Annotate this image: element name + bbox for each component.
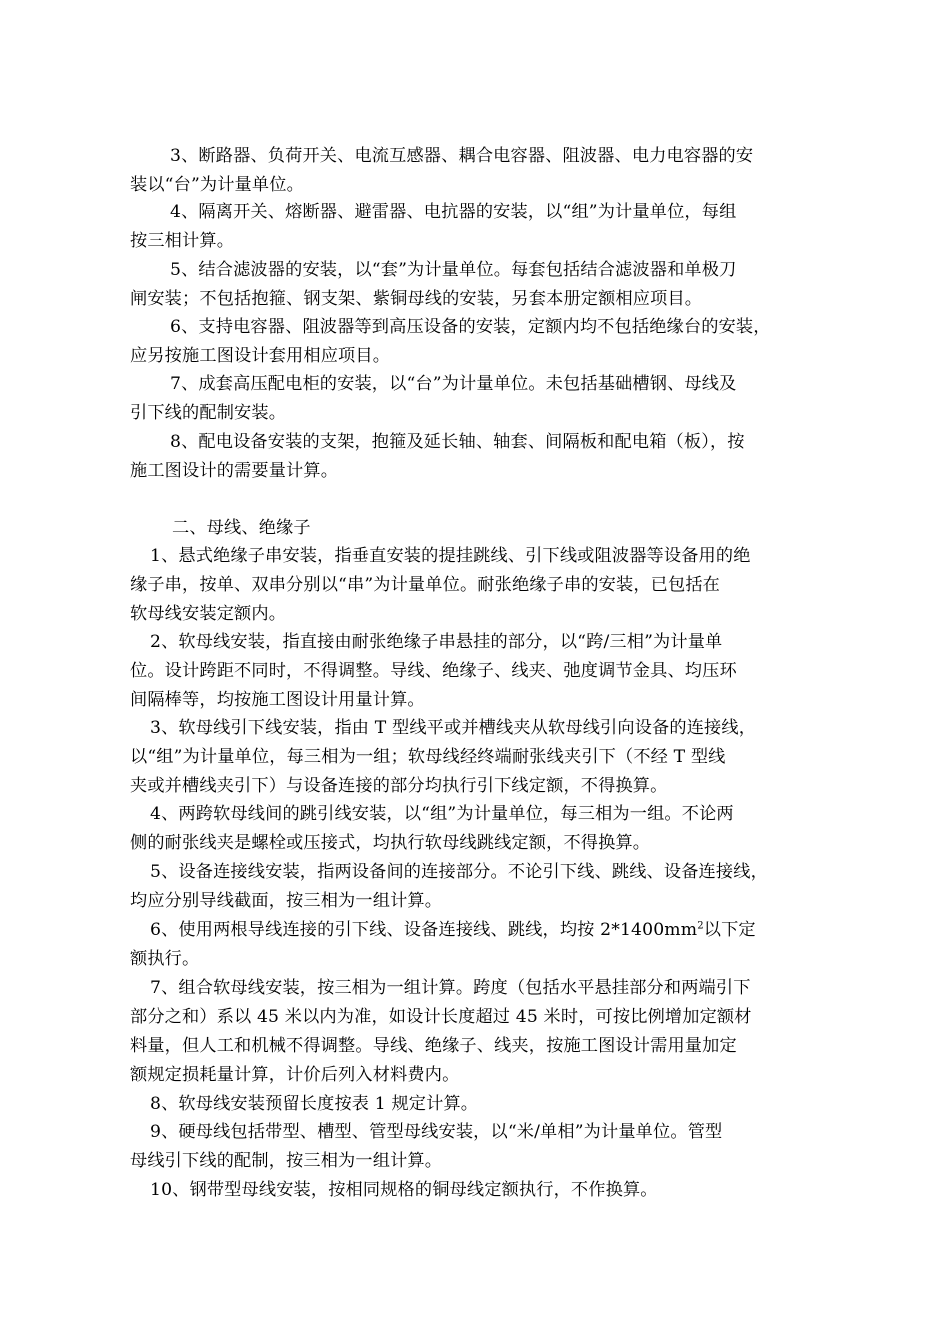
paragraph-3-line-2: 装以“台”为计量单位。 — [130, 175, 304, 195]
item-9-line-2: 母线引下线的配制，按三相为一组计算。 — [130, 1151, 443, 1171]
item-1-line-2: 缘子串，按单、双串分别以“串”为计量单位。耐张绝缘子串的安装，已包括在 — [130, 575, 721, 595]
item-4-line-2: 侧的耐张线夹是螺栓或压接式，均执行软母线跳线定额，不得换算。 — [130, 833, 651, 853]
item-5-line-2: 均应分别导线截面，按三相为一组计算。 — [130, 891, 443, 911]
item-6-line-1-text: 6、使用两根导线连接的引下线、设备连接线、跳线，均按 2*1400mm — [150, 920, 698, 940]
item-2-line-1: 2、软母线安装，指直接由耐张绝缘子串悬挂的部分，以“跨/三相”为计量单 — [150, 632, 723, 652]
paragraph-3-line-1: 3、断路器、负荷开关、电流互感器、耦合电容器、阻波器、电力电容器的安 — [170, 146, 754, 166]
item-6-line-2: 额执行。 — [130, 949, 200, 969]
paragraph-4-line-2: 按三相计算。 — [130, 231, 235, 251]
paragraph-7-line-1: 7、成套高压配电柜的安装，以“台”为计量单位。未包括基础槽钢、母线及 — [170, 374, 737, 394]
item-9-line-1: 9、硬母线包括带型、槽型、管型母线安装，以“米/单相”为计量单位。管型 — [150, 1122, 723, 1142]
item-3-line-1: 3、软母线引下线安装，指由 T 型线平或并槽线夹从软母线引向设备的连接线， — [150, 718, 757, 738]
item-8-line-1: 8、软母线安装预留长度按表 1 规定计算。 — [150, 1094, 479, 1114]
item-6-line-1 — [150, 916, 756, 945]
paragraph-8-line-2: 施工图设计的需要量计算。 — [130, 461, 339, 481]
paragraph-7-line-2: 引下线的配制安装。 — [130, 403, 287, 423]
paragraph-5-line-1: 5、结合滤波器的安装，以“套”为计量单位。每套包括结合滤波器和单极刀 — [170, 260, 737, 280]
item-3-line-3: 夹或并槽线夹引下）与设备连接的部分均执行引下线定额，不得换算。 — [130, 776, 668, 796]
item-1-line-3: 软母线安装定额内。 — [130, 604, 287, 624]
item-6-line-1-tail: 以下定 — [703, 920, 756, 940]
paragraph-6-line-1: 6、支持电容器、阻波器等到高压设备的安装，定额内均不包括绝缘台的安装， — [170, 317, 771, 337]
item-7-line-2: 部分之和）系以 45 米以内为准，如设计长度超过 45 米时，可按比例增加定额材 — [130, 1007, 752, 1027]
section-heading: 二、母线、绝缘子 — [172, 518, 311, 538]
superscript-2: 2 — [697, 920, 704, 932]
item-7-line-3: 料量，但人工和机械不得调整。导线、绝缘子、线夹，按施工图设计需用量加定 — [130, 1036, 737, 1056]
item-1-line-1: 1、悬式绝缘子串安装，指垂直安装的提挂跳线、引下线或阻波器等设备用的绝 — [150, 546, 751, 566]
paragraph-4-line-1: 4、隔离开关、熔断器、避雷器、电抗器的安装，以“组”为计量单位，每组 — [170, 202, 737, 222]
item-5-line-1: 5、设备连接线安装，指两设备间的连接部分。不论引下线、跳线、设备连接线， — [150, 862, 768, 882]
item-7-line-1: 7、组合软母线安装，按三相为一组计算。跨度（包括水平悬挂部分和两端引下 — [150, 978, 751, 998]
item-3-line-2: 以“组”为计量单位，每三相为一组；软母线经终端耐张线夹引下（不经 T 型线 — [130, 747, 726, 767]
item-7-line-4: 额规定损耗量计算，计价后列入材料费内。 — [130, 1065, 460, 1085]
item-2-line-2: 位。设计跨距不同时，不得调整。导线、绝缘子、线夹、弛度调节金具、均压环 — [130, 661, 737, 681]
item-10-line-1: 10、钢带型母线安装，按相同规格的铜母线定额执行，不作换算。 — [150, 1180, 658, 1200]
paragraph-5-line-2: 闸安装；不包括抱箍、钢支架、紫铜母线的安装，另套本册定额相应项目。 — [130, 289, 703, 309]
item-2-line-3: 间隔棒等，均按施工图设计用量计算。 — [130, 690, 425, 710]
paragraph-6-line-2: 应另按施工图设计套用相应项目。 — [130, 346, 391, 366]
paragraph-8-line-1: 8、配电设备安装的支架，抱箍及延长轴、轴套、间隔板和配电箱（板），按 — [170, 432, 745, 452]
item-4-line-1: 4、两跨软母线间的跳引线安装，以“组”为计量单位，每三相为一组。不论两 — [150, 804, 734, 824]
